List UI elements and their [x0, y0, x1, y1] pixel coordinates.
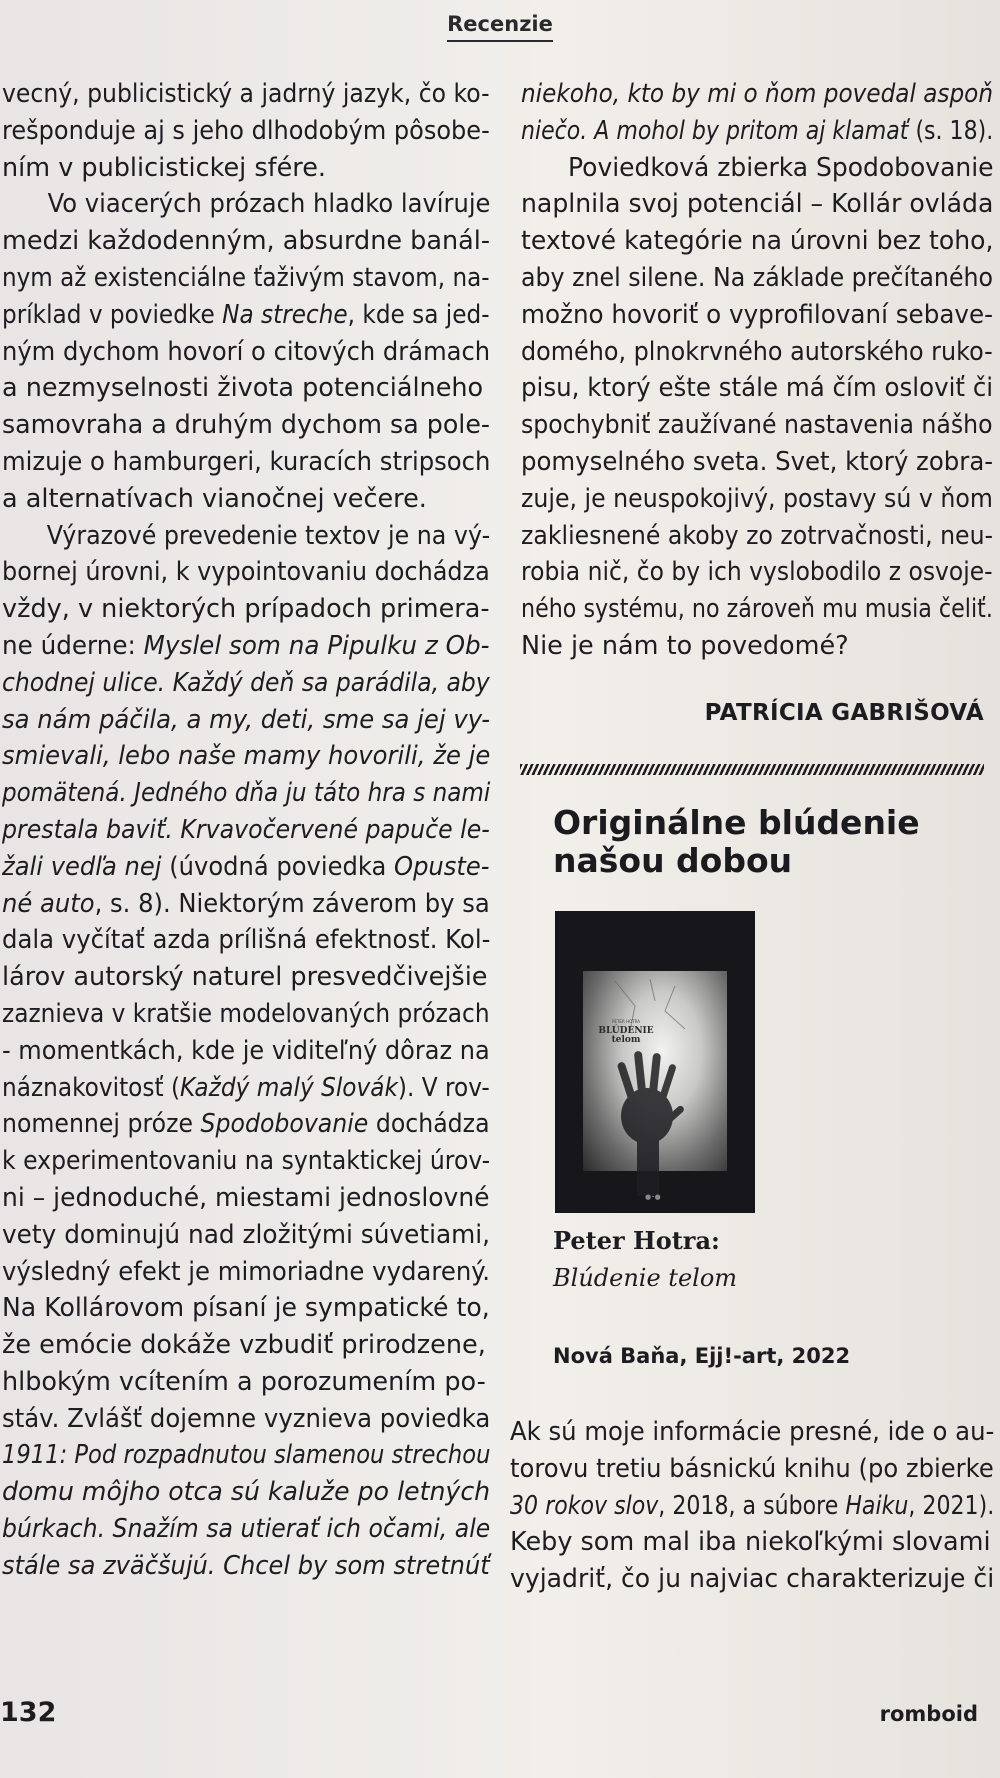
text-segment: (s. 18).: [908, 115, 994, 146]
text-line: [2, 407, 491, 444]
text-line: [2, 444, 491, 481]
text-line: [2, 959, 490, 996]
review-title: Originálne blúdenie našou dobou: [553, 803, 920, 880]
text-line: [2, 334, 491, 371]
book-cover-image: [555, 911, 755, 1213]
publisher-logo-icon: ●⁃●: [645, 1193, 661, 1201]
text-line: [2, 1364, 490, 1401]
book-imprint: Nová Baňa, Ejj!-art, 2022: [553, 1344, 851, 1368]
italic-text: né auto: [2, 888, 95, 919]
text-line: [521, 223, 994, 260]
text-line: [2, 1070, 490, 1107]
text-line: [521, 297, 993, 334]
section-header: [0, 12, 1000, 36]
text-segment: že emócie dokáže vzbudiť prirodzene,: [2, 1330, 486, 1361]
italic-text: Haiku: [845, 1490, 909, 1521]
text-segment: Na Kollárovom písaní je sympatické to,: [2, 1293, 490, 1324]
text-segment: medzi každodenným, absurdne banál-: [2, 226, 491, 257]
text-segment: Vo viacerých prózach hladko lavíruje: [47, 189, 491, 220]
text-line: [510, 1524, 994, 1561]
text-segment: zuje, je neuspokojivý, postavy sú v ňom: [521, 483, 993, 514]
text-segment: nomennej próze: [2, 1109, 201, 1140]
text-segment: príklad v poviedke: [2, 299, 223, 330]
text-segment: vecný, publicistický a jadrný jazyk, čo ko-: [2, 79, 490, 109]
text-line: [2, 76, 490, 113]
text-line: [2, 1437, 491, 1474]
text-line: [2, 738, 491, 775]
text-segment: robia nič, čo by ich vyslobodilo z osvoje-: [521, 557, 993, 588]
text-segment: vyjadriť, čo ju najviac charakterizuje či: [510, 1564, 995, 1595]
text-segment: dochádza: [368, 1109, 490, 1140]
text-line: [2, 1217, 491, 1254]
text-line: [2, 628, 490, 665]
text-segment: a nezmyselnosti života potenciálneho: [2, 373, 484, 404]
text-line: [2, 518, 491, 555]
text-line: [521, 591, 993, 628]
book-title: Blúdenie telom: [553, 1264, 738, 1292]
text-segment: hlbokým vcítením a porozumením po-: [2, 1366, 486, 1397]
text-line: [2, 260, 490, 297]
text-line: [2, 1401, 491, 1438]
text-line: [521, 481, 993, 518]
text-segment: pomyselného sveta. Svet, ktorý zobra-: [521, 446, 994, 477]
book-author: Peter Hotra:: [553, 1226, 720, 1255]
text-line: [521, 76, 994, 113]
text-line: [521, 150, 994, 187]
text-segment: Keby som mal iba niekoľkými slovami: [510, 1527, 991, 1558]
text-segment: ného systému, no zároveň mu musia čeliť.: [521, 594, 993, 625]
left-column: [2, 76, 490, 1585]
text-line: [2, 996, 490, 1033]
text-segment: spochybniť zaužívané nastavenia nášho: [521, 410, 993, 441]
italic-text: chodnej ulice. Každý deň sa parádila, aby: [2, 667, 490, 698]
text-segment: (úvodná poviedka: [161, 851, 395, 882]
text-segment: možno hovoriť o vyprofilovaní sebave-: [521, 299, 993, 330]
italic-text: Myslel som na Pipulku z Ob-: [143, 630, 490, 661]
text-line: [2, 1033, 490, 1070]
text-line: [2, 1254, 490, 1291]
text-line: [2, 591, 490, 628]
text-line: [521, 444, 994, 481]
text-segment: pisu, ktorý ešte stále má čím osloviť či: [521, 373, 994, 404]
italic-text: niekoho, kto by mi o ňom povedal aspoň: [521, 79, 994, 109]
text-line: [2, 1290, 490, 1327]
text-line: [2, 1511, 491, 1548]
text-segment: Ak sú moje informácie presné, ide o au-: [510, 1417, 995, 1447]
text-segment: domého, plnokrvného autorského ruko-: [521, 336, 993, 367]
text-line: [2, 849, 490, 886]
text-segment: mizuje o hamburgeri, kuracích stripsoch: [2, 446, 491, 477]
text-segment: torovu tretiu básnickú knihu (po zbierke: [510, 1453, 994, 1484]
hand-silhouette-icon: [555, 911, 755, 1213]
text-line: [2, 1143, 491, 1180]
text-segment: Výrazové prevedenie textov je na vý-: [46, 520, 491, 551]
text-segment: vety dominujú nad zložitými súvetiami,: [2, 1219, 491, 1250]
text-line: [2, 775, 491, 812]
text-line: [521, 260, 994, 297]
text-segment: bornej úrovni, k vypointovaniu dochádza: [2, 557, 490, 588]
text-line: [521, 518, 994, 555]
text-segment: ne úderne:: [2, 630, 144, 661]
italic-text: smievali, lebo naše mamy hovorili, že je: [2, 741, 491, 772]
text-line: [510, 1488, 995, 1525]
italic-text: 30 rokov slov: [510, 1490, 659, 1521]
text-segment: nym až existenciálne ťaživým stavom, na-: [2, 262, 490, 293]
text-segment: a alternatívach vianočnej večere.: [2, 483, 427, 514]
italic-text: 1911: Pod rozpadnutou slamenou strechou: [2, 1440, 491, 1471]
text-line: [2, 1548, 490, 1585]
text-segment: ). V rov-: [397, 1072, 490, 1103]
section-title: Recenzie: [447, 12, 553, 42]
text-line: [2, 886, 490, 923]
text-segment: naplnila svoj potenciál – Kollár ovláda: [521, 189, 994, 220]
text-segment: zakliesnené akoby zo zotrvačnosti, neu-: [521, 520, 994, 551]
magazine-name: romboid: [879, 1702, 978, 1726]
italic-text: niečo. A mohol by pritom aj klamať: [521, 115, 909, 146]
italic-text: žali vedľa nej: [2, 851, 162, 882]
text-line: [510, 1561, 995, 1598]
text-line: [2, 1474, 491, 1511]
right-column-bottom: [510, 1414, 994, 1598]
text-segment: textové kategórie na úrovni bez toho,: [521, 226, 994, 257]
text-segment: stáv. Zvlášť dojemne vyznieva poviedka: [2, 1403, 491, 1434]
text-line: [2, 370, 490, 407]
text-line: [521, 186, 994, 223]
right-column: [521, 76, 993, 665]
text-segment: výsledný efekt je mimoriadne vydarený.: [2, 1256, 490, 1287]
text-line: [2, 297, 490, 334]
italic-text: Na streche: [222, 299, 348, 330]
text-line: [510, 1414, 995, 1451]
text-segment: Nie je nám to povedomé?: [521, 630, 849, 661]
text-segment: ním v publicistickej sfére.: [2, 152, 326, 183]
italic-text: sa nám páčila, a my, deti, sme sa jej vy-: [2, 704, 491, 735]
text-line: [2, 1180, 490, 1217]
text-line: [2, 554, 490, 591]
text-line: [2, 223, 490, 260]
text-segment: - momentkách, kde je viditeľný dôraz na: [2, 1035, 490, 1066]
text-line: [2, 1106, 490, 1143]
text-line: [2, 1327, 490, 1364]
text-line: [521, 370, 994, 407]
text-segment: rešponduje aj s jeho dlhodobým pôsobe-: [2, 115, 490, 146]
text-line: [2, 113, 490, 150]
text-segment: Poviedková zbierka Spodobovanie: [568, 152, 994, 183]
text-line: [521, 628, 993, 665]
text-line: [2, 481, 490, 518]
cover-author-text: PETER HOTRA: [612, 1019, 640, 1024]
section-divider: [520, 764, 984, 775]
text-line: [2, 186, 491, 223]
text-line: [2, 150, 490, 187]
italic-text: Spodobovanie: [200, 1109, 369, 1140]
italic-text: Opuste-: [394, 851, 490, 882]
text-line: [2, 702, 491, 739]
text-segment: aby znel silene. Na základe prečítaného: [521, 262, 994, 293]
cover-title-text: BLÚDENIE telom: [598, 1026, 654, 1045]
text-segment: náznakovitosť (: [2, 1072, 181, 1103]
text-line: [2, 922, 491, 959]
italic-text: domu môjho otca sú kaluže po letných: [2, 1477, 491, 1508]
text-segment: vždy, v niektorých prípadoch primera-: [2, 594, 490, 625]
text-line: [521, 334, 993, 371]
text-segment: , kde sa jed-: [347, 299, 490, 330]
text-line: [521, 113, 994, 150]
text-segment: dala vyčítať azda prílišná efektnosť. Kol-: [2, 925, 491, 956]
italic-text: pomätená. Jedného dňa ju táto hra s nami: [2, 778, 491, 809]
text-segment: samovraha a druhým dychom sa pole-: [2, 410, 491, 441]
text-line: [521, 407, 993, 444]
italic-text: prestala baviť. Krvavočervené papuče le-: [2, 814, 490, 845]
text-segment: k experimentovaniu na syntaktickej úrov-: [2, 1146, 491, 1177]
review-author: PATRÍCIA GABRIŠOVÁ: [704, 700, 984, 726]
text-line: [2, 665, 490, 702]
text-line: [510, 1451, 994, 1488]
text-line: [2, 812, 490, 849]
text-line: [521, 554, 993, 591]
italic-text: Každý malý Slovák: [180, 1072, 398, 1103]
text-segment: ným dychom hovorí o citových drámach: [2, 336, 491, 367]
italic-text: búrkach. Snažím sa utierať ich očami, ale: [2, 1514, 491, 1545]
text-segment: , 2021).: [908, 1490, 995, 1521]
text-segment: lárov autorský naturel presvedčivejšie: [2, 962, 488, 993]
text-segment: , 2018, a súbore: [658, 1490, 846, 1521]
text-segment: , s. 8). Niektorým záverom by sa: [94, 888, 490, 919]
text-segment: zaznieva v kratšie modelovaných prózach: [2, 998, 490, 1029]
italic-text: stále sa zväčšujú. Chcel by som stretnúť: [2, 1550, 490, 1581]
page-number: 132: [0, 1697, 57, 1728]
text-segment: ni – jednoduché, miestami jednoslovné: [2, 1182, 490, 1213]
